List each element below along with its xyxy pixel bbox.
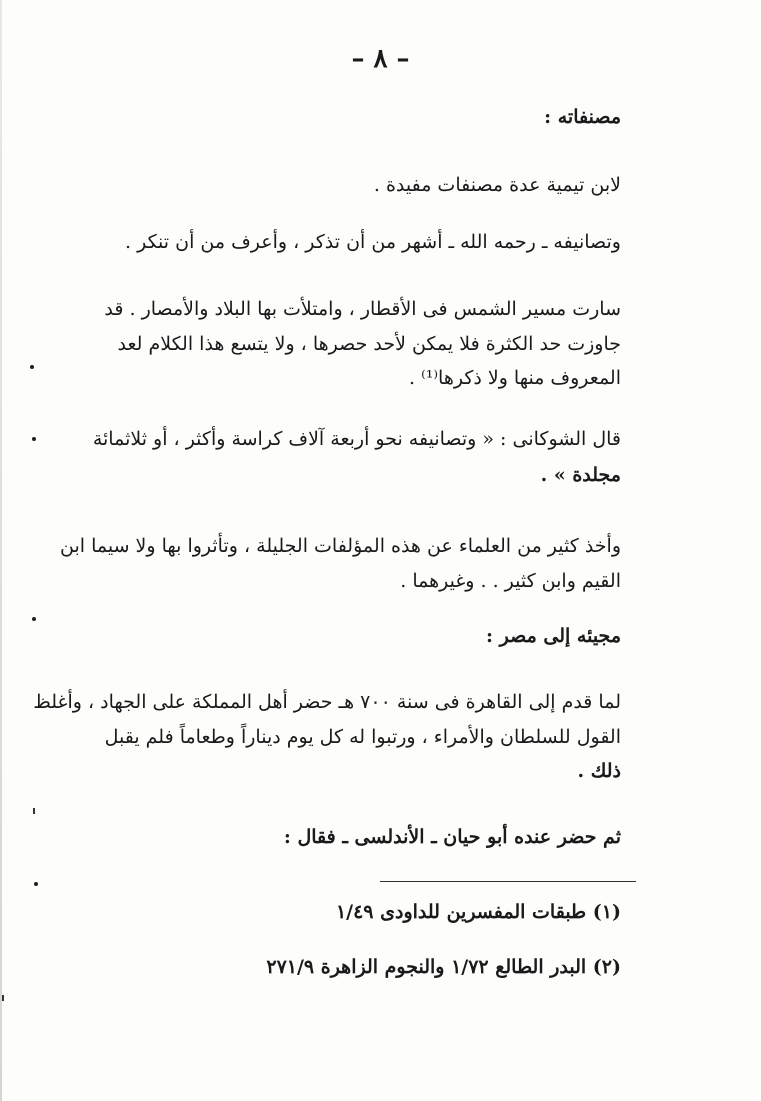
section-heading-egypt: مجيئه إلى مصر : bbox=[486, 625, 621, 647]
page-number: – ٨ – bbox=[351, 44, 410, 74]
margin-speck bbox=[32, 437, 36, 441]
paragraph-line: مجلدة » . bbox=[540, 464, 621, 486]
paragraph-line: جاوزت حد الكثرة فلا يمكن لأحد حصرها ، ولا يتسع هذا الكلام لعد bbox=[117, 333, 621, 355]
page-edge-shadow bbox=[0, 0, 2, 1101]
section-heading-works: مصنفاته : bbox=[544, 106, 621, 128]
margin-mark bbox=[33, 808, 35, 814]
paragraph-line: ذلك . bbox=[577, 760, 621, 782]
paragraph-line: القيم وابن كثير . . وغيرهما . bbox=[400, 570, 621, 592]
paragraph-line: وتصانيفه ـ رحمه الله ـ أشهر من أن تذكر ، وأعرف من أن تنكر . bbox=[125, 231, 621, 253]
paragraph-line: وأخذ كثير من العلماء عن هذه المؤلفات الجليلة ، وتأثروا بها ولا سيما ابن bbox=[60, 535, 621, 557]
footnote-separator bbox=[380, 881, 636, 882]
margin-speck bbox=[32, 617, 36, 621]
paragraph-line: ثم حضر عنده أبو حيان ـ الأندلسى ـ فقال : bbox=[283, 826, 621, 848]
margin-speck bbox=[34, 882, 38, 886]
paragraph-line: القول للسلطان والأمراء ، ورتبوا له كل يوم ديناراً وطعاماً فلم يقبل bbox=[104, 726, 621, 748]
footnote: (١) طبقات المفسرين للداودى ١/٤٩ bbox=[335, 901, 621, 923]
paragraph-line: سارت مسير الشمس فى الأقطار ، وامتلأت بها البلاد والأمصار . قد bbox=[104, 298, 621, 320]
paragraph-line: لابن تيمية عدة مصنفات مفيدة . bbox=[373, 174, 621, 196]
margin-mark bbox=[2, 995, 4, 1001]
paragraph-line: المعروف منها ولا ذكرها⁽¹⁾ . bbox=[409, 367, 621, 389]
footnote: (٢) البدر الطالع ١/٧٢ والنجوم الزاهرة ٢٧١/٩ bbox=[266, 956, 621, 978]
paragraph-line: لما قدم إلى القاهرة فى سنة ٧٠٠ هـ حضر أهل المملكة على الجهاد ، وأغلظ bbox=[33, 691, 621, 713]
margin-speck bbox=[30, 365, 34, 369]
paragraph-line: قال الشوكانى : « وتصانيفه نحو أربعة آلاف كراسة وأكثر ، أو ثلاثمائة bbox=[92, 428, 621, 450]
